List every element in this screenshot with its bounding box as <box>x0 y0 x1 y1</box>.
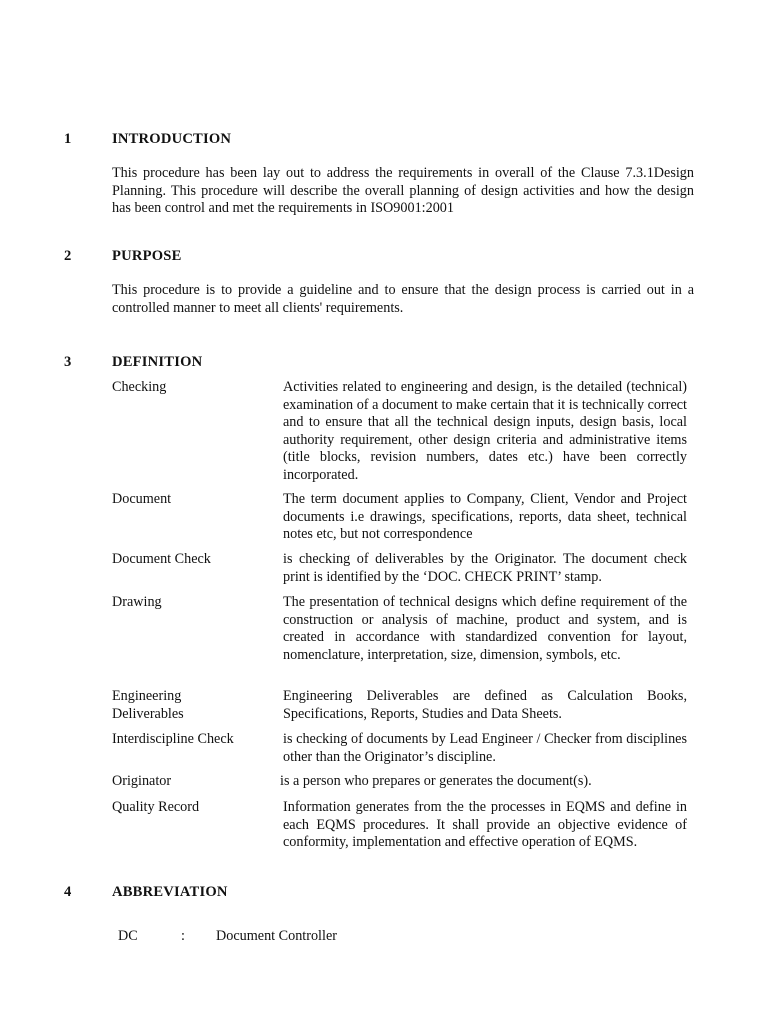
definition-text: is checking of documents by Lead Engineer / Checker from disciplines other than the Originator’s discipline. <box>283 731 687 765</box>
section-number: 2 <box>64 248 72 264</box>
abbreviation-key: DC <box>118 928 138 944</box>
definition-text: The term document applies to Company, Client, Vendor and Project documents i.e drawings, specifications, reports, data sheet, technical notes etc, but not correspondence <box>283 491 687 543</box>
definition-text: Information generates from the the processes in EQMS and define in each EQMS procedures. It shall provide an objective evidence of conformity, implementation and effective operation of EQMS. <box>283 799 687 851</box>
definition-term: Document <box>112 491 172 507</box>
definition-text: Activities related to engineering and design, is the detailed (technical) examination of a document to make certain that it is technically correct and to ensure that all the technical design inputs, design basis, local authority requirement, other design criteria and administrative items (title blocks, revision numbers, dates etc.) have been correctly incorporated. <box>283 379 687 483</box>
definition-term: Engineering Deliverables <box>112 688 184 722</box>
definition-text: The presentation of technical designs which define requirement of the construction or analysis of machine, product and system, and is created in accordance with standardized convention for layout, nomenclature, interpretation, size, dimension, symbols, etc. <box>283 594 687 663</box>
definition-term: Originator <box>112 773 172 789</box>
definition-term: Interdiscipline Check <box>112 731 234 747</box>
definition-term: Document Check <box>112 551 211 567</box>
abbreviation-meaning: Document Controller <box>216 928 337 944</box>
section-title-definition: DEFINITION <box>112 354 203 370</box>
section-title-purpose: PURPOSE <box>112 248 182 264</box>
definition-term: Checking <box>112 379 167 395</box>
definition-term: Quality Record <box>112 799 200 815</box>
section-number: 3 <box>64 354 72 370</box>
purpose-paragraph: This procedure is to provide a guideline and to ensure that the design process is carried out in a controlled manner to meet all clients' requirements. <box>112 282 694 316</box>
definition-text: is a person who prepares or generates the document(s). <box>280 773 592 789</box>
section-number: 1 <box>64 131 72 147</box>
abbreviation-separator: : <box>181 928 185 944</box>
section-title-abbreviation: ABBREVIATION <box>112 884 228 900</box>
definition-text: Engineering Deliverables are defined as Calculation Books, Specifications, Reports, Studies and Data Sheets. <box>283 688 687 722</box>
section-number: 4 <box>64 884 72 900</box>
introduction-paragraph: This procedure has been lay out to address the requirements in overall of the Clause 7.3.1Design Planning. This procedure will describe the overall planning of design activities and how the design has been control and met the requirements in ISO9001:2001 <box>112 165 694 217</box>
definition-term: Drawing <box>112 594 162 610</box>
section-title-introduction: INTRODUCTION <box>112 131 232 147</box>
definition-text: is checking of deliverables by the Originator. The document check print is identified by the ‘DOC. CHECK PRINT’ stamp. <box>283 551 687 585</box>
